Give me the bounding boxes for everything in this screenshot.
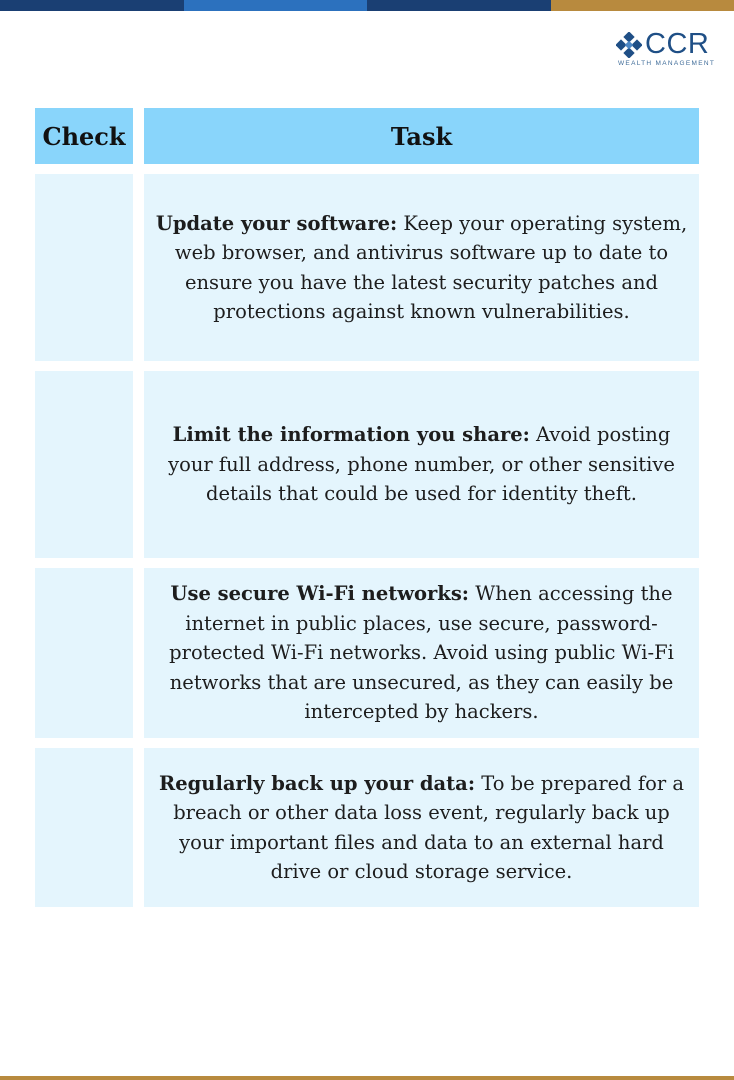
task-title-3: Use secure Wi-Fi networks: — [170, 582, 469, 606]
task-description-1: Keep your operating system, web browser, and antivirus software up to date to ensure you have the latest security patches and protections against known vulnerabilities. — [174, 211, 688, 323]
top-bar-segment-1 — [0, 0, 184, 11]
check-header-label: Check — [42, 121, 126, 151]
task-title-4: Regularly back up your data: — [159, 771, 476, 795]
ccr-logo — [614, 30, 714, 70]
task-cell-2 — [144, 371, 699, 558]
task-description-3: When accessing the internet in public places, use secure, password-protected Wi-Fi networks. Avoid using public Wi-Fi networks that are unsecured, as they can easily be intercepted by hackers. — [169, 582, 674, 724]
task-title-1: Update your software: — [155, 211, 398, 235]
task-title-2: Limit the information you share: — [172, 423, 530, 447]
task-column-header — [144, 108, 699, 164]
check-column-header — [35, 108, 133, 164]
logo-subtitle: WEALTH MANAGEMENT — [618, 60, 716, 67]
bottom-color-bar — [0, 1076, 734, 1080]
check-cell-4[interactable] — [35, 748, 133, 907]
top-bar-segment-4 — [551, 0, 734, 11]
top-bar-segment-3 — [367, 0, 551, 11]
task-text-4 — [154, 769, 689, 887]
logo-wordmark: CCR — [645, 28, 710, 60]
check-cell-1[interactable] — [35, 174, 133, 361]
task-header-label: Task — [390, 121, 453, 151]
task-cell-3 — [144, 568, 699, 738]
task-text-2 — [154, 420, 689, 509]
task-cell-4 — [144, 748, 699, 907]
task-text-1 — [154, 209, 689, 327]
top-color-bar — [0, 0, 734, 11]
task-cell-1 — [144, 174, 699, 361]
task-description-2: Avoid posting your full address, phone number, or other sensitive details that could be used for identity theft. — [168, 423, 675, 506]
task-description-4: To be prepared for a breach or other data loss event, regularly back up your important files and data to an external hard drive or cloud storage service. — [173, 771, 684, 883]
check-cell-2[interactable] — [35, 371, 133, 558]
check-cell-3[interactable] — [35, 568, 133, 738]
top-bar-segment-2 — [184, 0, 368, 11]
task-text-3 — [154, 579, 689, 727]
ccr-diamond-mark-icon — [616, 32, 642, 58]
